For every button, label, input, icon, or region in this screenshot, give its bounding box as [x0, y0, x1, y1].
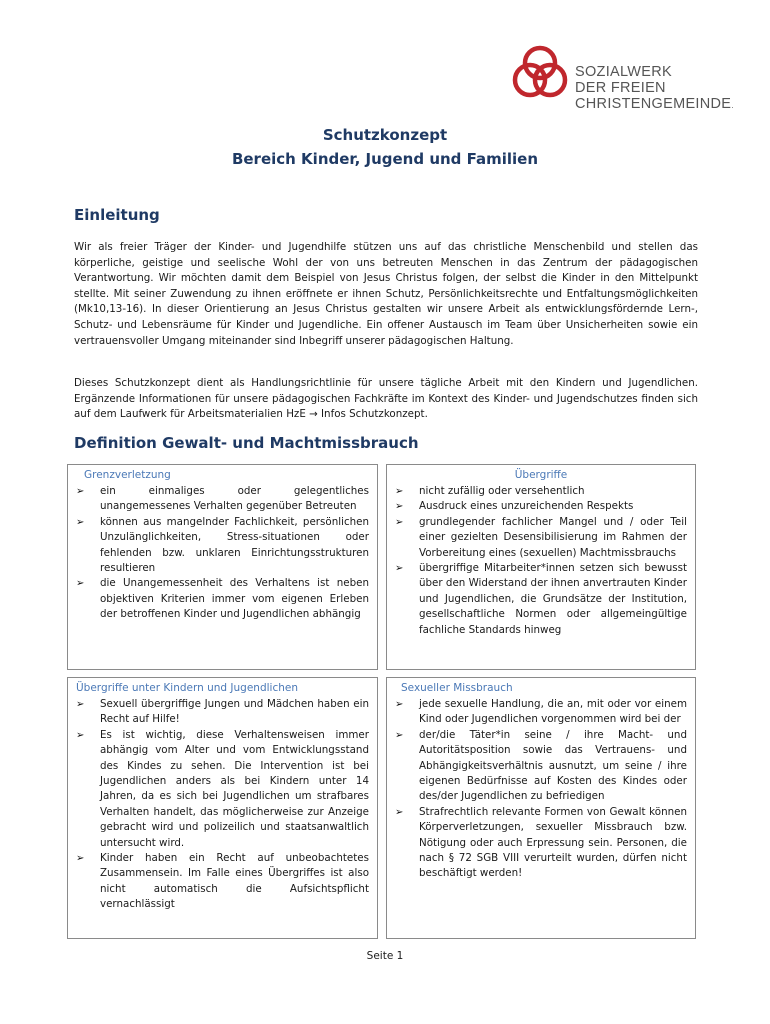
list-item: ➢ nicht zufällig oder versehentlich	[395, 484, 687, 499]
arrow-bullet-icon: ➢	[395, 699, 404, 710]
arrow-bullet-icon: ➢	[395, 486, 404, 497]
list-item: ➢ Ausdruck eines unzureichenden Respekts	[395, 499, 687, 514]
list-item: ➢ können aus mangelnder Fachlichkeit, persönlichen Unzulänglichkeiten, Stress-situationen oder fehlenden bzw. unklaren Einrichtungsstrukturen resultieren	[76, 515, 369, 575]
document-title: Schutzkonzept	[322, 126, 448, 144]
intro-heading: Einleitung	[74, 206, 160, 224]
arrow-bullet-icon: ➢	[76, 486, 85, 497]
rings-logo-icon	[509, 42, 571, 104]
intro-paragraph-2: Dieses Schutzkonzept dient als Handlungsrichtlinie für unsere tägliche Arbeit mit den Kindern und Jugendlichen. Ergänzende Informationen für unsere pädagogischen Fachkräfte im Kontext des Kinder- und Jugendschutzes finden sich auf dem Laufwerk für Arbeitsmaterialien HzE → Infos Schutzkonzept.	[74, 377, 698, 421]
box-title: Übergriffe unter Kindern und Jugendlichen	[76, 682, 299, 694]
arrow-bullet-icon: ➢	[395, 501, 404, 513]
arrow-bullet-icon: ➢	[76, 729, 85, 741]
arrow-bullet-icon: ➢	[76, 578, 85, 590]
list-item: ➢ übergriffige Mitarbeiter*innen setzen sich bewusst über den Widerstand der ihnen anvertrauten Kinder und Jugendlichen, die Grundsätze der Institution, gesellschaftliche Normen oder allgemeingültige fachliche Standards hinweg	[395, 562, 687, 636]
box-grenzverletzung	[67, 464, 378, 670]
logo-line-1: SOZIALWERK	[575, 64, 672, 80]
arrow-bullet-icon: ➢	[76, 853, 85, 865]
logo-text	[575, 64, 734, 114]
arrow-bullet-icon: ➢	[76, 516, 85, 528]
list-item: ➢ grundlegender fachlicher Mangel und / oder Teil einer gezielten Desensibilisierung im Rahmen der Vorbereitung eines (sexuellen) Machtmissbrauchs	[395, 515, 687, 559]
list-item: ➢ Kinder haben ein Recht auf unbeobachtetes Zusammensein. Im Falle eines Übergriffes ist also nicht automatisch die Aufsichtspflicht vernachlässigt	[76, 852, 369, 911]
arrow-bullet-icon: ➢	[395, 729, 404, 741]
list-item: ➢ jede sexuelle Handlung, die an, mit oder vor einem Kind oder Jugendlichen vorgenommen wird bei der	[395, 698, 687, 726]
logo-line-3: CHRISTENGEMEINDE.	[575, 96, 734, 112]
box-uebergriffe	[386, 464, 696, 670]
arrow-bullet-icon: ➢	[395, 516, 404, 528]
arrow-bullet-icon: ➢	[395, 806, 404, 818]
box-title: Grenzverletzung	[84, 469, 171, 481]
list-item: ➢ Es ist wichtig, diese Verhaltensweisen immer abhängig vom Alter und vom Entwicklungsstand des Kindes zu sehen. Die Intervention ist bei Jugendlichen anders als bei Kindern unter 14 Jahren, da es sich bei Jugendlichen um strafbares Verhalten handelt, das möglicherweise zur Anzeige gebracht wird und polizeilich und staatsanwaltlich untersucht wird.	[76, 728, 369, 849]
document-subtitle: Bereich Kinder, Jugend und Familien	[231, 150, 539, 168]
intro-paragraph-1: Wir als freier Träger der Kinder- und Jugendhilfe stützen uns auf das christliche Menschenbild und stellen das körperliche, geistige und seelische Wohl der von uns betreuten Menschen in das Zentrum der pädagogischen Verantwortung. Wir möchten damit dem Beispiel von Jesus Christus folgen, der selbst die Kinder in den Mittelpunkt stellte. Mit seiner Zuwendung zu ihnen eröffnete er ihnen Schutz, Persönlichkeitsrechte und Entfaltungsmöglichkeiten (Mk10,13-16). In dieser Orientierung an Jesus Christus gestalten wir unsere Arbeit als entwicklungsfördernde Lern-, Schutz- und Lebensräume für Kinder und Jugendliche. Ein offener Austausch im Team über Unsicherheiten sowie ein vertrauensvoller Umgang miteinander sind Inbegriff unserer pädagogischen Haltung.	[74, 241, 698, 347]
arrow-bullet-icon: ➢	[395, 563, 404, 575]
list-item: ➢ ein einmaliges oder gelegentliches unangemessenes Verhalten gegenüber Betreuten	[76, 485, 369, 513]
box-sexueller-missbrauch	[386, 677, 696, 939]
box-uebergriffe-kinder-jugendliche	[67, 677, 378, 939]
definition-heading: Definition Gewalt- und Machtmissbrauch	[74, 434, 419, 452]
logo-line-2: DER FREIEN	[575, 80, 666, 96]
list-item: ➢ Strafrechtlich relevante Formen von Gewalt können Körperverletzungen, sexueller Missbrauch bzw. Nötigung oder auch Erpressung sein. Personen, die nach § 72 SGB VIII verurteilt wurden, dürfen nicht beschäftigt werden!	[395, 805, 687, 880]
list-item: ➢ die Unangemessenheit des Verhaltens ist neben objektiven Kriterien immer vom eigenen Erleben der betroffenen Kinder und Jugendlichen abhängig	[76, 577, 369, 621]
list-item: ➢ der/die Täter*in seine / ihre Macht- und Autoritätsposition sowie das Vertrauens- und Abhängigkeitsverhältnis ausnutzt, um seine / ihre eigenen Bedürfnisse auf Kosten des Kindes oder des/der Jugendlichen zu befriedigen	[395, 728, 687, 803]
page-number: Seite 1	[366, 950, 404, 962]
organization-logo	[509, 40, 734, 130]
list-item: ➢ Sexuell übergriffige Jungen und Mädchen haben ein Recht auf Hilfe!	[76, 698, 369, 726]
box-title: Übergriffe	[514, 469, 568, 481]
box-title: Sexueller Missbrauch	[401, 682, 513, 694]
arrow-bullet-icon: ➢	[76, 699, 85, 710]
